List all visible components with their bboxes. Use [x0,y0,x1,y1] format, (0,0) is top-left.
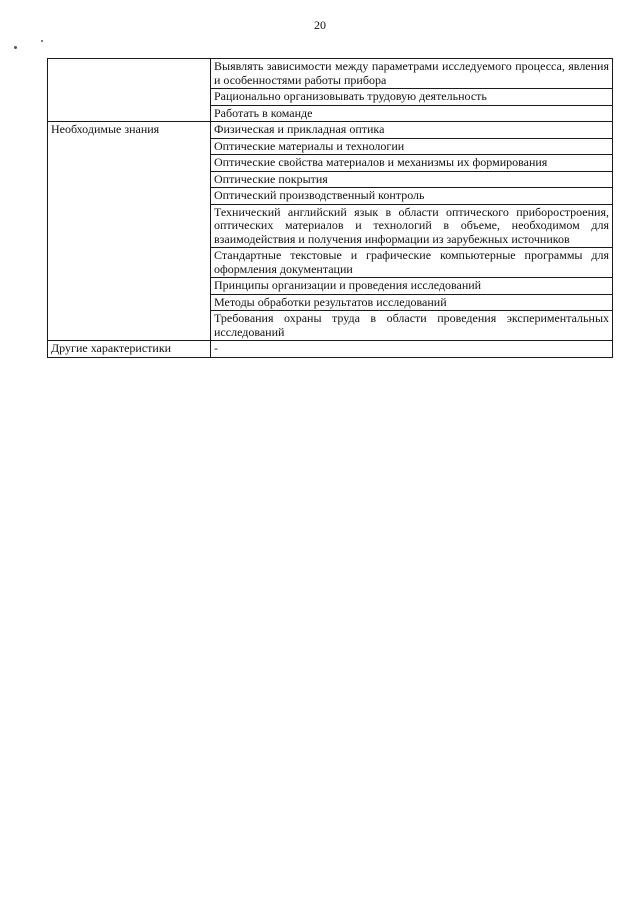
row-item: Стандартные текстовые и графические компьютерные программы для оформления документации [211,248,613,278]
row-item: Рационально организовывать трудовую деятельность [211,89,613,106]
row-item: Оптический производственный контроль [211,188,613,205]
row-item: Требования охраны труда в области проведения экспериментальных исследований [211,311,613,341]
row-item: Технический английский язык в области оптического приборостроения, оптических материалов и технологий в объеме, необходимом для взаимодействия и получения информации из зарубежных источников [211,204,613,248]
row-item: Оптические покрытия [211,171,613,188]
row-item: Методы обработки результатов исследований [211,294,613,311]
row-label-other: Другие характеристики [48,341,211,358]
row-item: Оптические материалы и технологии [211,138,613,155]
page-number: 20 [314,18,326,32]
row-item: Выявлять зависимости между параметрами исследуемого процесса, явления и особенностями работы прибора [211,59,613,89]
row-item: Работать в команде [211,105,613,122]
row-item: Оптические свойства материалов и механизмы их формирования [211,155,613,172]
scan-speck [14,46,17,49]
row-item: - [211,341,613,358]
requirements-table [47,58,613,358]
row-label-knowledge: Необходимые знания [48,122,211,341]
row-label [48,59,211,122]
table-row [48,122,613,139]
table-row [48,59,613,89]
row-item: Физическая и прикладная оптика [211,122,613,139]
scan-speck [41,40,43,42]
row-item: Принципы организации и проведения исследований [211,278,613,295]
table-row [48,341,613,358]
